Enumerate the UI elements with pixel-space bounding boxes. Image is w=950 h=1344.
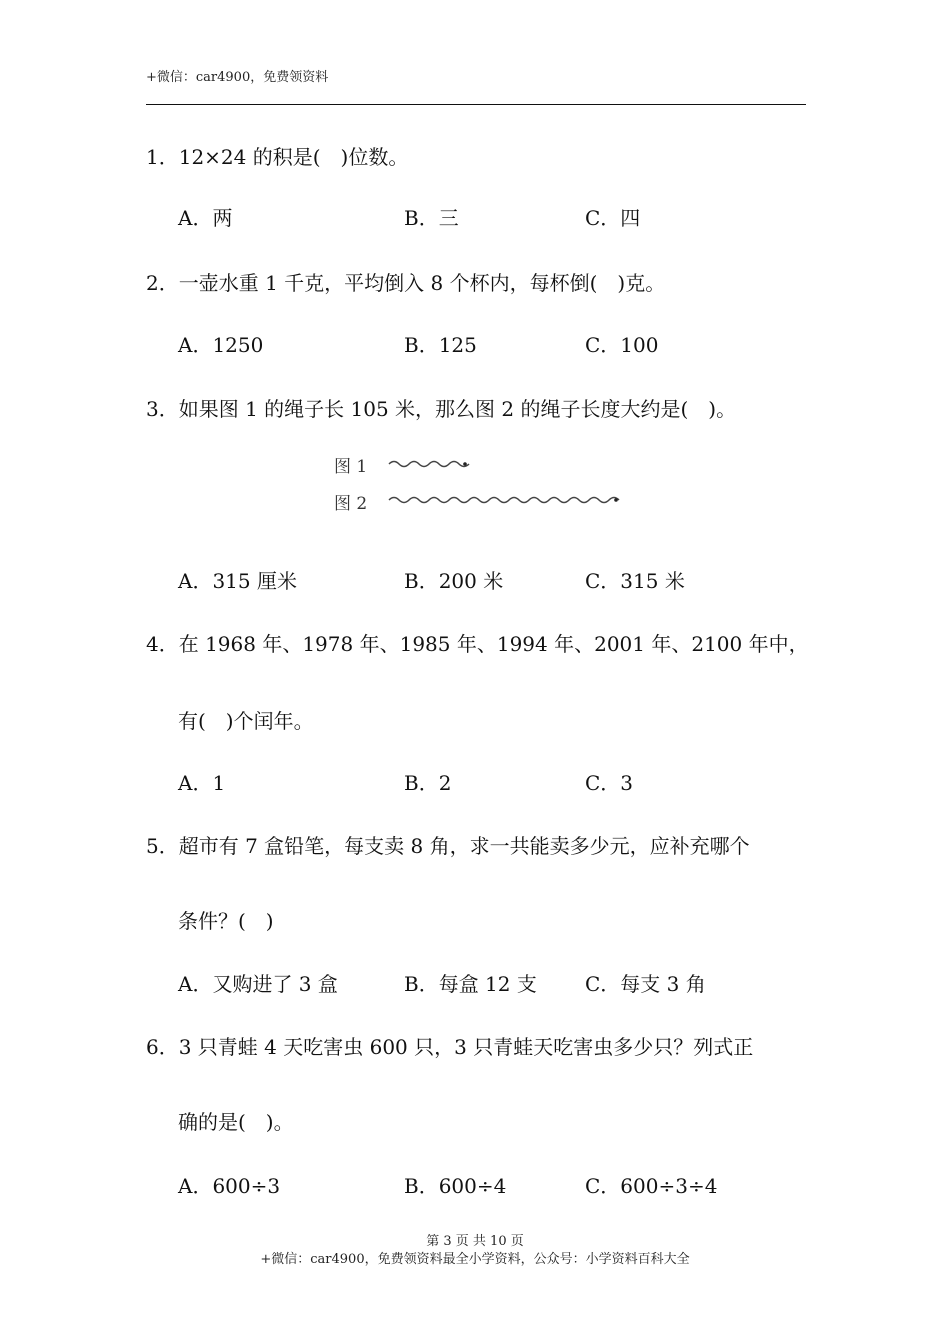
- question-4-option-a: A．1: [178, 771, 226, 795]
- question-1-option-a: A．两: [178, 206, 233, 230]
- question-1-option-c: C．四: [585, 206, 641, 230]
- question-6-stem-continued: 确的是( )。: [178, 1110, 294, 1134]
- question-5-stem-continued: 条件？( ): [178, 909, 274, 933]
- question-4-stem: 4．在 1968 年、1978 年、1985 年、1994 年、2001 年、2100 年中，: [146, 632, 809, 656]
- question-6-stem: 6．3 只青蛙 4 天吃害虫 600 只，3 只青蛙天吃害虫多少只？列式正: [146, 1035, 754, 1059]
- page-number: 第 3 页 共 10 页: [426, 1234, 524, 1249]
- question-3-stem: 3．如果图 1 的绳子长 105 米，那么图 2 的绳子长度大约是( )。: [146, 397, 737, 421]
- question-6-option-c: C．600÷3÷4: [585, 1174, 718, 1198]
- rope-2-end: [614, 498, 618, 502]
- figure-2-label: 图 2: [334, 494, 368, 514]
- question-5-option-a: A．又购进了 3 盒: [178, 972, 338, 996]
- question-3-option-c: C．315 米: [585, 569, 685, 593]
- question-1-option-b: B．三: [404, 206, 459, 230]
- figure-1-label: 图 1: [334, 457, 368, 477]
- question-5-option-c: C．每支 3 角: [585, 972, 706, 996]
- question-6-option-b: B．600÷4: [404, 1174, 507, 1198]
- rope-1-end: [463, 462, 467, 466]
- rope-2: [389, 498, 619, 503]
- question-1-stem: 1．12×24 的积是( )位数。: [146, 145, 409, 169]
- question-3-option-a: A．315 厘米: [178, 569, 297, 593]
- question-5-stem: 5．超市有 7 盒铅笔，每支卖 8 角，求一共能卖多少元，应补充哪个: [146, 834, 750, 858]
- question-2-option-b: B．125: [404, 333, 477, 357]
- question-5-option-b: B．每盒 12 支: [404, 972, 537, 996]
- question-3-option-b: B．200 米: [404, 569, 504, 593]
- question-4-option-c: C．3: [585, 771, 634, 795]
- header-note: +微信：car4900，免费领资料: [146, 70, 329, 85]
- rope-figure: [385, 450, 625, 510]
- question-2-option-c: C．100: [585, 333, 659, 357]
- question-4-stem-continued: 有( )个闰年。: [178, 709, 314, 733]
- header-divider: [146, 104, 806, 105]
- question-4-option-b: B．2: [404, 771, 452, 795]
- question-6-option-a: A．600÷3: [178, 1174, 281, 1198]
- rope-1: [389, 462, 469, 467]
- question-2-stem: 2．一壶水重 1 千克，平均倒入 8 个杯内，每杯倒( )克。: [146, 271, 666, 295]
- footer-note: +微信：car4900，免费领资料最全小学资料，公众号：小学资料百科大全: [260, 1252, 690, 1267]
- question-2-option-a: A．1250: [178, 333, 264, 357]
